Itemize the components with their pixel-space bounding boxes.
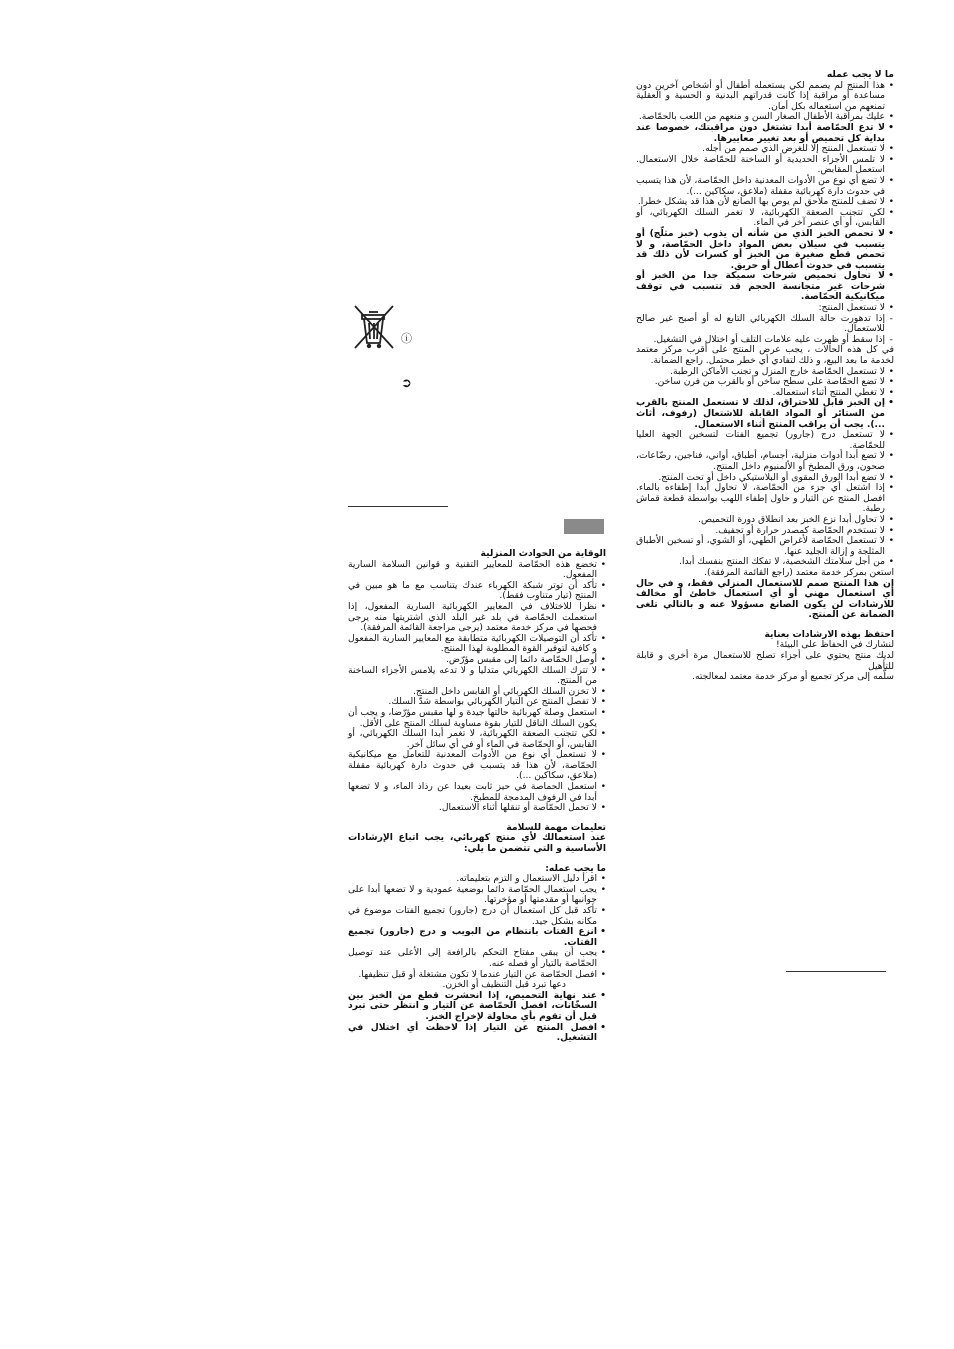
- list-item: • لا تترك السلك الكهربائي متدليا و لا تدعه يلامس الأجزاء الساخنة من المنتج.: [348, 666, 597, 687]
- service-center-note: استعن بمركز خدمة معتمد (راجع القائمة المرفقة).: [704, 566, 894, 578]
- keep-instructions-heading: احتفظ بهذه الارشادات بعناية: [764, 628, 894, 640]
- list-item: • تأكد أن توتر شبكة الكهرباء عندك يتناسب مع ما هو مبين في المنتج (تيار متناوب فقط).: [348, 581, 597, 602]
- dont-heading: ما لا يجب عمله: [826, 69, 894, 80]
- list-item: • لا تلمس الأجزاء الحديدية أو الساخنة للحمّاصة خلال الاستعمال. استعمل المقابض.: [636, 155, 885, 176]
- list-item: • يجب استعمال الحمّاصة دائما بوضعية عمودية و لا تضعها أبدا على جوانبها أو مقدمتها أو مؤخرتها.: [348, 885, 597, 906]
- list-item: • لا تحاول أبدا نزع الخبز بعد انطلاق دورة التحميص.: [636, 515, 885, 526]
- list-item: • من أجل سلامتك الشخصية، لا تفكك المنتج بنفسك أبدا.: [636, 557, 885, 568]
- list-item: • لا تضع الحمّاصة على سطح ساخن أو بالقرب من فرن ساخن.: [636, 377, 885, 388]
- list-item: • تخضع هذه الحمّاصة للمعايير التقنية و قوانين السلامة السارية المفعول.: [348, 560, 597, 581]
- list-item: • إن الخبز قابل للاحتراق، لذلك لا تستعمل المنتج بالقرب من الستائر أو المواد القابلة للاشتعال (رفوف، أثاث ...). يجب أن يراقب المنتج أثناء الاستعمال.: [636, 398, 885, 430]
- list-item: • عليك بمراقبة الأطفال الصغار السن و منعهم من اللعب بالحمّاصة.: [636, 112, 885, 123]
- gray-marker-box: [564, 519, 604, 534]
- list-item: • تأكد أن التوصيلات الكهربائية متطابقة مع المعايير السارية المفعول و كافية لتوفير القوة المطلوبة لهذا المنتج.: [348, 634, 597, 655]
- divider: [348, 506, 448, 507]
- dash-item: - إذا سقط أو ظهرت عليه علامات التلف أو اختلال في التشغيل.: [636, 335, 885, 346]
- right-column: [636, 70, 894, 683]
- list-item: • لا تحمص الخبز الذي من شأنه أن يذوب (خبز مثلّج) أو يتسبب في سيلان بعض المواد داخل الحمّاصة، و لا تحمص قطع صغيرة من الخبز أو كسرات لأن ذلك قد يتسبب في حدوث أعطال أو حريق.: [636, 229, 885, 271]
- list-item: • لا تدع الحمّاصة أبدا تشتغل دون مراقبتك، خصوصا عند بداية كل تحميص أو بعد تغيير معاييرها.: [636, 123, 885, 144]
- dont-list-2: [636, 367, 894, 568]
- divider: [786, 971, 886, 972]
- list-item: • استعمل وصلة كهربائية حالتها جيدة و لها مقبس مؤرّضا، و يجب أن يكون السلك الناقل للتيار بقوة مساوية لسلك المنتج على الأقل.: [348, 708, 597, 729]
- list-item: • لا تحاول تحميص شرحات سميكة جدا من الخبز أو شرحات غير متجانسة الحجم قد تتسبب في توقف ميكانيكية الحمّاصة.: [636, 271, 885, 303]
- environment-line-2: لديك منتج يحتوي على أجزاء تصلح للاستعمال مرة أخرى و قابلة للتأهيل: [636, 650, 894, 672]
- list-item: • لا تغطي المنتج أثناء استعماله.: [636, 388, 885, 399]
- list-item: • لا تخزن السلك الكهربائي أو القابس داخل المنتج.: [348, 687, 597, 698]
- list-item: • لكي تتجنب الصعقة الكهربائية، لا تغمر السلك الكهربائي، أو القابس، أو أي عنصر آخر في الماء.: [636, 208, 885, 229]
- info-icon: ⓘ: [401, 332, 412, 345]
- do-list-1: [348, 874, 606, 980]
- list-item: • إذا اشتعل أي جزء من الحمّاصة، لا تحاول أبدا إطفاءه بالماء. افصل المنتج عن التيار و حاول إطفاء اللهب بواسطة قطعة قماش رطبة.: [636, 483, 885, 515]
- dash-item: - إذا تدهورت حالة السلك الكهربائي التابع له أو أصبح غير صالح للاستعمال.: [636, 314, 885, 335]
- list-item: • لا تضع أبدا أدوات منزلية، أجسام، أطباق، أواني، فناجين، رضّاعات، صحون، ورق المطبخ أو الألمنيوم داخل المنتج.: [636, 451, 885, 472]
- list-item: • افصل الحمّاصة عن التيار عندما لا تكون مشتغلة أو قبل تنظيفها.: [348, 970, 597, 981]
- list-item: • لا تستخدم الحمّاصة كمصدر حرارة أو تجفيف.: [636, 526, 885, 537]
- domestic-use-warning: إن هذا المنتج صمم للاستعمال المنزلي فقط، و في حال أي استعمال مهني أو أي استعمال خاطئ أو مخالف للارشادات لن يكون الصانع مسؤولا عنه و بالتالي تلغى الضمانة عن المنتج.: [636, 577, 894, 621]
- list-item: • لا تستعمل الحمّاصة خارج المنزل و تجنب الأماكن الرطبة.: [636, 367, 885, 378]
- list-item: • لا تضع أي نوع من الأدوات المعدنية داخل الحمّاصة، لأن هذا يتسبب في حدوث دارة كهربائية مقفلة (ملاعق، سكاكين ...).: [636, 176, 885, 197]
- list-item: • افصل المنتج عن التيار إذا لاحظت أي اختلال في التشغيل.: [348, 1023, 597, 1044]
- list-item: • تأكد قبل كل استعمال أن درج (جارور) تجميع الفتات موضوع في مكانه بشكل جيد.: [348, 906, 597, 927]
- list-item: • لا تحمل الحمّاصة أو تنقلها أثناء الاستعمال.: [348, 803, 597, 814]
- list-item: • لا تستعمل المنتج إلا للغرض الذي صمم من أجله.: [636, 144, 885, 155]
- safety-heading: تعليمات مهمة للسلامة: [506, 821, 606, 833]
- list-item: • انزع الفتات بانتظام من البويب و درج (جارور) تجميع الفتات.: [348, 927, 597, 948]
- list-item: • يجب أن يبقى مفتاح التحكم بالرافعة إلى الأعلى عند توصيل الحمّاصة بالتيار أو فصله عنه.: [348, 948, 597, 969]
- prevention-list: [348, 560, 606, 814]
- list-item: • استعمل الحماصة في حيز ثابت بعيدا عن رذاذ الماء، و لا تضعها أبدا في الرفوف المدمجة للمطبخ.: [348, 782, 597, 803]
- list-item: • لا تفصل المنتج عن التيار الكهربائي بواسطة شدّ السلك.: [348, 697, 597, 708]
- list-item: • اقرأ دليل الاستعمال و التزم بتعليماته.: [348, 874, 597, 885]
- list-item: • لا تستعمل الحمّاصة لأغراض الطهي، أو الشوي، أو تسخين الأطباق المثلجة و إزالة الجليد عنها.: [636, 536, 885, 557]
- list-item: • لا تستعمل أي نوع من الأدوات المعدنية للتعامل مع ميكانيكية الحمّاصة، لأن هذا قد يتسبب في حدوث دارة كهربائية مقفلة (ملاعق، سكاكين ...).: [348, 750, 597, 782]
- list-item: • لا تستعمل المنتج:: [636, 303, 885, 314]
- service-note: في كل هذه الحالات ، يجب عرض المنتج على أقرب مركز معتمد لخدمة ما بعد البيع، و ذلك لتفادي أي خطر محتمل. راجع الضمانة.: [636, 344, 894, 367]
- cool-down-note: دعها تبرد قبل التنظيف أو الخزن.: [442, 979, 566, 991]
- prevention-heading: الوقاية من الحوادث المنزلية: [480, 548, 606, 559]
- list-item: • هذا المنتج لم يصمم لكي يستعمله أطفال أو أشخاص آخرين دون مساعدة أو مراقبة إذا كانت قدراتهم البدنية و الحسية و العقلية تمنعهم من استعماله بكل أمان.: [636, 81, 885, 113]
- dont-list-1: [636, 81, 894, 346]
- list-item: • لا تضف للمنتج ملاحق لم يوص بها الصانع لأن هذا قد يشكل خطرا.: [636, 197, 885, 208]
- left-column: [348, 549, 606, 1044]
- list-item: • نظرا للاختلاف في المعايير الكهربائية السارية المفعول، إذا استعملت الحمّاصة في بلد غير البلد الذي اشتريتها منه يرجى فحصها في مركز خدمة معتمد (يرجى مراجعة القائمة المرفقة).: [348, 602, 597, 634]
- crossed-out-wheelie-bin-icon: [349, 302, 399, 352]
- list-item: • لكي تتجنب الصعقة الكهربائية، لا تغمر أبدا السلك الكهربائي، أو القابس، أو الحمّاصة في الماء أو في أي سائل آخر.: [348, 729, 597, 750]
- environment-line-3: سلّمه إلى مركز تجميع أو مركز خدمة معتمد لمعالجته.: [692, 671, 894, 683]
- list-item: • أوصل الحمّاصة دائما إلى مقبس مؤرّض.: [348, 655, 597, 666]
- arrow-icon: ➲: [401, 376, 412, 391]
- do-heading: ما يجب عمله:: [545, 862, 606, 874]
- list-item: • لا تضع أبدا الورق المقوى أو البلاستيكي داخل أو تحت المنتج.: [636, 473, 885, 484]
- list-item: • عند نهاية التحميص، إذا انحشرت قطع من الخبز بين السخّانات، افصل الحمّاصة عن التيار و انتظر حتى تبرد قبل أن تقوم بأي محاولة لإخراج الخبز.: [348, 991, 597, 1023]
- safety-intro: عند استعمالك لأي منتج كهربائي، يجب اتباع الإرشادات الأساسية و التي تتضمن ما يلي:: [348, 832, 606, 855]
- environment-line-1: لنشارك في الحفاظ على البيئة!: [776, 639, 894, 651]
- list-item: • لا تستعمل درج (جارور) تجميع الفتات لتسخين الجهة العليا للحمّاصة.: [636, 430, 885, 451]
- do-list-2: [348, 991, 606, 1044]
